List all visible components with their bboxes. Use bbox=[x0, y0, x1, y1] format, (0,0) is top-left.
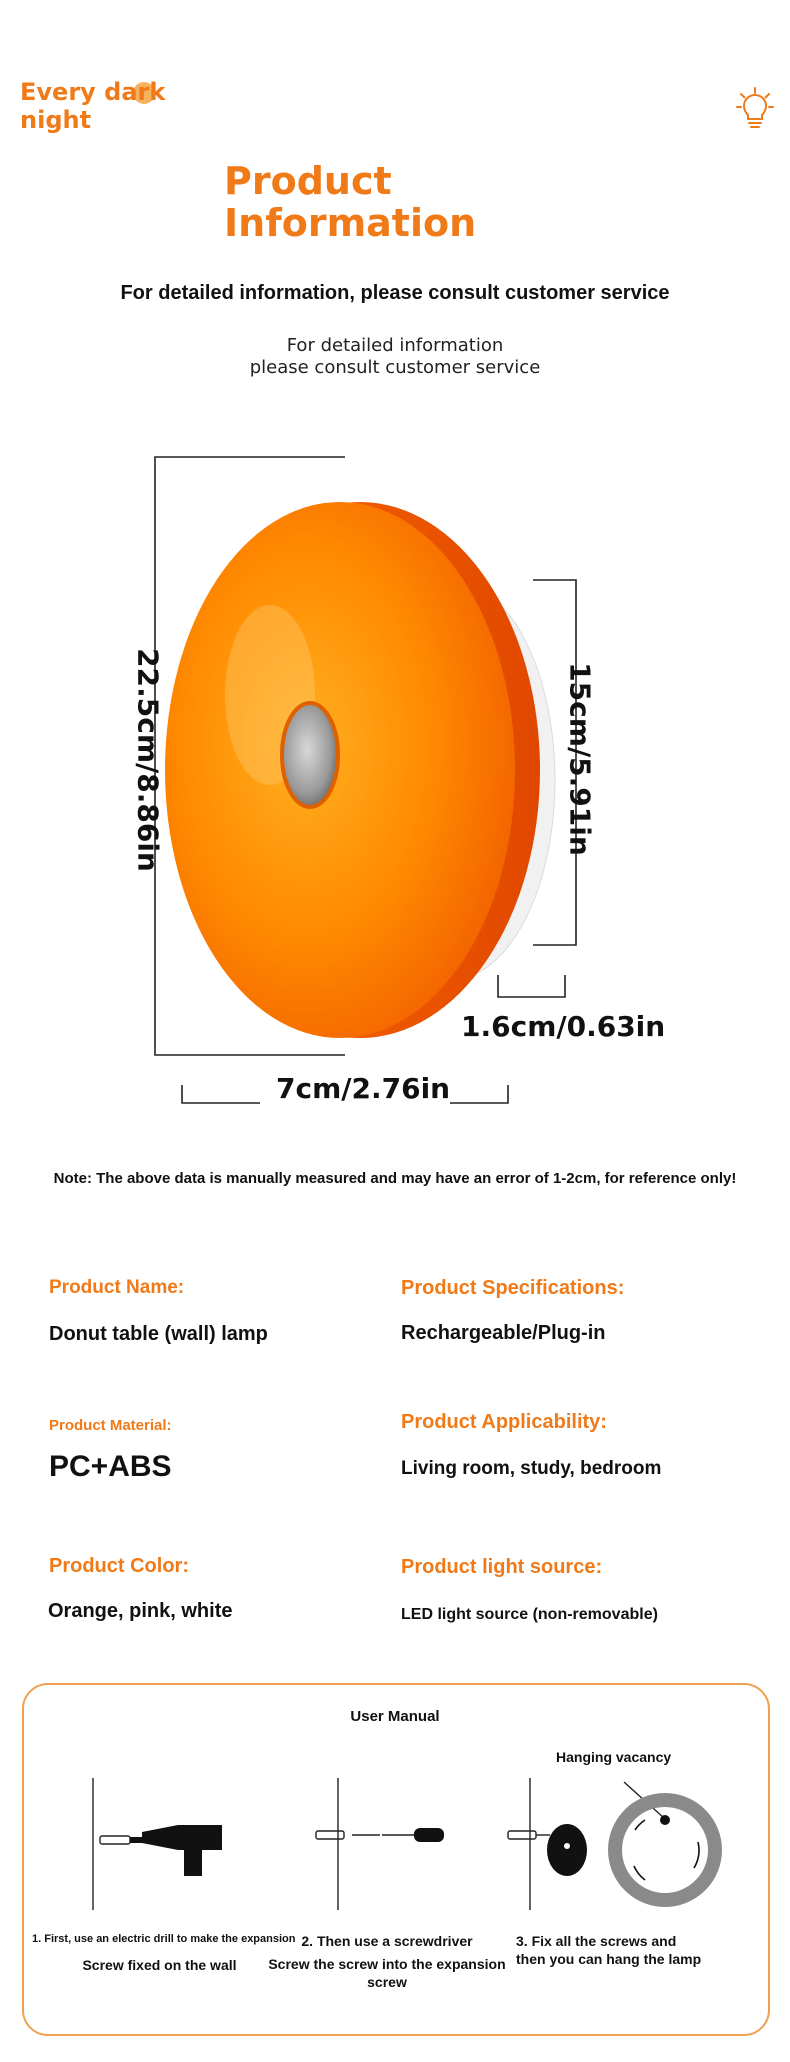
ring-arc-1 bbox=[635, 1820, 645, 1830]
hanging-vacancy-label: Hanging vacancy bbox=[556, 1749, 672, 1765]
step-2-line-1: 2. Then use a screwdriver bbox=[301, 1933, 473, 1949]
product-material-label: Product Material: bbox=[49, 1417, 172, 1434]
step-3-line-1: 3. Fix all the screws and bbox=[516, 1933, 677, 1949]
hanging-slot bbox=[660, 1815, 670, 1825]
step-1-line-2: Screw fixed on the wall bbox=[82, 1957, 237, 1973]
screwdriver-handle bbox=[414, 1828, 444, 1842]
back-height-label: 15cm/5.91in bbox=[563, 662, 597, 856]
subtitle-line-2: please consult customer service bbox=[249, 357, 541, 378]
mount-plate bbox=[547, 1824, 587, 1876]
lamp-body bbox=[165, 502, 515, 1038]
product-name-value: Donut table (wall) lamp bbox=[49, 1323, 268, 1345]
expansion-screw-3 bbox=[508, 1831, 536, 1839]
expansion-screw-1 bbox=[100, 1836, 130, 1844]
page-title: Product Information bbox=[224, 159, 477, 245]
step-1-line-1: 1. First, use an electric drill to make the expansion bbox=[32, 1933, 296, 1945]
brand-tagline: Every dark night bbox=[20, 78, 166, 134]
mount-plate-hole bbox=[564, 1843, 570, 1849]
product-applicability-value: Living room, study, bedroom bbox=[401, 1458, 662, 1479]
height-label: 22.5cm/8.86in bbox=[131, 648, 165, 872]
lamp-hole bbox=[282, 703, 338, 807]
electric-drill bbox=[130, 1825, 222, 1876]
ring-arc-3 bbox=[634, 1866, 645, 1880]
product-material-value: PC+ABS bbox=[49, 1450, 172, 1483]
product-specifications-value: Rechargeable/Plug-in bbox=[401, 1322, 606, 1344]
lightbulb-icon bbox=[736, 86, 774, 130]
subtitle-light bbox=[0, 335, 790, 379]
installation-steps-illustration bbox=[30, 1770, 760, 1920]
product-specifications-label: Product Specifications: bbox=[401, 1277, 625, 1299]
back-depth-dimension-line bbox=[498, 975, 565, 997]
product-light-source-label: Product light source: bbox=[401, 1556, 603, 1578]
step-3-line-2: then you can hang the lamp bbox=[516, 1951, 702, 1967]
measurement-note: Note: The above data is manually measured and may have an error of 1-2cm, for reference only! bbox=[53, 1170, 737, 1187]
back-depth-label: 1.6cm/0.63in bbox=[461, 1010, 666, 1043]
subtitle-bold: For detailed information, please consult customer service bbox=[120, 282, 670, 304]
expansion-screw-2 bbox=[316, 1831, 344, 1839]
depth-label: 7cm/2.76in bbox=[276, 1072, 451, 1105]
product-light-source-value: LED light source (non-removable) bbox=[401, 1606, 658, 1623]
subtitle-line-1: For detailed information bbox=[286, 335, 504, 356]
step-2-line-2: Screw the screw into the expansion bbox=[268, 1956, 506, 1972]
ring-arc-2 bbox=[694, 1842, 699, 1868]
product-color-label: Product Color: bbox=[49, 1555, 189, 1577]
depth-dimension-line-right bbox=[450, 1085, 508, 1103]
product-applicability-label: Product Applicability: bbox=[401, 1411, 607, 1433]
depth-dimension-line-left bbox=[182, 1085, 260, 1103]
step-2-line-3: screw bbox=[367, 1974, 407, 1990]
user-manual-title: User Manual bbox=[350, 1708, 440, 1725]
product-color-value: Orange, pink, white bbox=[48, 1600, 233, 1622]
product-name-label: Product Name: bbox=[49, 1277, 185, 1298]
